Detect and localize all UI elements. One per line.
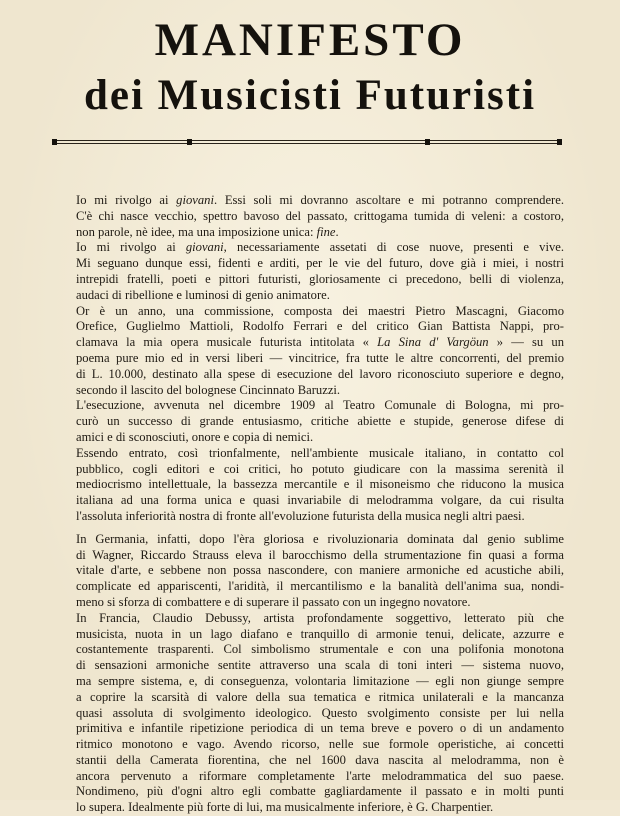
rule-line-bottom	[52, 143, 562, 144]
text-line: Io mi rivolgo ai giovani, necessariamente assetati di cose nuove, presenti e vive.	[76, 240, 564, 255]
title-main: MANIFESTO	[154, 14, 466, 66]
text-line: L'esecuzione, avvenuta nel dicembre 1909 al Teatro Comunale di Bologna, mi pro-	[76, 398, 564, 413]
text-line: audaci di ribellione e luminosi di genio animatore.	[76, 287, 330, 302]
text-line: In Germania, infatti, dopo l'èra gloriosa e rivoluzionaria dominata dal genio sublime	[76, 531, 564, 546]
rule-ornament-left	[52, 139, 57, 145]
paragraph	[52, 193, 564, 240]
emphasis: giovani	[185, 240, 224, 255]
paragraph	[52, 446, 564, 525]
emphasis: La Sina d' Vargöun	[377, 335, 489, 350]
paragraph	[52, 240, 564, 303]
text-line: Mi seguano dunque essi, fidenti e arditi, per le vie del futuro, dove già i miei, i nostri	[76, 256, 564, 271]
rule-ornament	[187, 139, 192, 145]
text-line: stantii della Camerata fiorentina, che nel 1600 dava nascita al melodramma, non è	[76, 752, 564, 767]
text-line: quasi assoluta di svolgimento ideologico. Questo svolgimento consiste per lui nella	[76, 705, 564, 720]
emphasis: fine	[316, 224, 336, 239]
paragraph	[52, 532, 564, 611]
text-line: ritmico monotono e vago. Avendo ricorso, nelle sue formole operistiche, ai concetti	[76, 737, 564, 752]
title-subtitle: dei Musicisti Futuristi	[83, 72, 537, 119]
text-line: intrepidi fratelli, poeti e pittori futuristi, gloriosamente ci precedono, belli di violenza,	[76, 271, 564, 286]
emphasis: giovani	[176, 193, 214, 207]
text-line: poema pure mio ed in versi liberi — vincitrice, fra tutte le altre concorrenti, del premio	[76, 350, 564, 365]
text-line: complicate ed appariscenti, l'aridità, il mercantilismo e la banalità dell'anima sua, nondi-	[76, 579, 564, 594]
text-line: ma sempre sistema, e, di conseguenza, volontaria limitazione — egli non giunge sempre	[76, 673, 564, 688]
text-line: C'è chi nasce vecchio, spettro bavoso del passato, crittogama tumida di veleni: a costoro,	[76, 208, 564, 223]
text-line: Orefice, Guglielmo Mattioli, Rodolfo Ferrari e del critico Gian Battista Nappi, pro-	[76, 319, 564, 334]
text-line: lo supera. Idealmente più forte di lui, ma musicalmente inferiore, è G. Charpentier.	[76, 800, 494, 815]
text-line: Nondimeno, più d'ogni altro egli combatte gagliardamente il passato e in molti punti	[76, 784, 564, 799]
text-line: primitiva e infantile ripetizione periodica di un tema breve e povero o di un andamento	[76, 721, 564, 736]
text-line: pubblico, cogli editori e coi critici, ho potuto giudicare con la massima serenità il	[76, 461, 564, 476]
text-line: di L. 10.000, destinato alla spese di esecuzione del lavoro riconosciuto superiore e degno,	[76, 366, 564, 381]
text-line: secondo il lascito del bolognese Cincinnato Baruzzi.	[76, 382, 341, 397]
paragraph	[52, 398, 564, 445]
text-line: mediocrismo intellettuale, la bassezza mercantile e il misoneismo che riducono la musica	[76, 477, 564, 492]
text-line: a coprire la scarsità di valore della sua tematica e ritmica unilaterali e la mancanza	[76, 689, 564, 704]
text-line: meno si sforza di combattere e di superare il passato con un ingegno novatore.	[76, 594, 471, 609]
text-line: l'assoluta inferiorità nostra di fronte all'evoluzione futurista della musica negli altri paesi.	[76, 508, 525, 523]
text-line: di Wagner, Riccardo Strauss eleva il barocchismo della strumentazione fin quasi a forma	[76, 547, 564, 562]
text-line: costantemente trasparenti. Col simbolismo strumentale e con una polifonia monotona	[76, 642, 564, 657]
text-line: musicista, nuota in un lago diafano e tranquillo di armonie tenui, delicate, azzurre e	[76, 626, 564, 641]
text-line: Io mi rivolgo ai giovani. Essi soli mi dovranno ascoltare e mi potranno comprendere.	[76, 193, 564, 207]
text-line: clamava la mia opera musicale futurista intitolata « La Sina d' Vargöun » — su un	[76, 335, 565, 350]
text-line: curò un successo di grande entusiasmo, critiche abiette e stupide, generose difese di	[76, 414, 564, 429]
text-line: Or è un anno, una commissione, composta dei maestri Pietro Mascagni, Giacomo	[76, 303, 564, 318]
text-line: di sensazioni armoniche sentite attraverso una scala di toni interi — sistema nuovo,	[76, 658, 564, 673]
text-line: Essendo entrato, così trionfalmente, nell'ambiente musicale italiano, in contatto col	[76, 445, 564, 460]
text-line: italiana ad una forma unica e quasi invariabile di melodramma volgare, da cui risulta	[76, 493, 564, 508]
text-line: In Francia, Claudio Debussy, artista profondamente soggettivo, letterato più che	[76, 610, 564, 625]
rule-ornament-right	[557, 139, 562, 145]
text-line: amici e di sconosciuti, onore e copia di nemici.	[76, 429, 314, 444]
text-line: ancora pervenuto a riformare completamente l'arte melodrammatica del suo paese.	[76, 768, 564, 783]
manifesto-body	[52, 193, 564, 816]
paragraph	[52, 611, 564, 816]
paragraph	[52, 304, 564, 399]
decorative-rule	[52, 138, 562, 146]
text-line: vitale d'arte, e sebbene non possa nascondere, con maniere armoniche ed acustiche abili,	[76, 563, 564, 578]
rule-ornament	[425, 139, 430, 145]
rule-line-top	[52, 140, 562, 141]
text-line: non parole, nè idee, ma una imposizione unica: fine.	[76, 224, 339, 239]
